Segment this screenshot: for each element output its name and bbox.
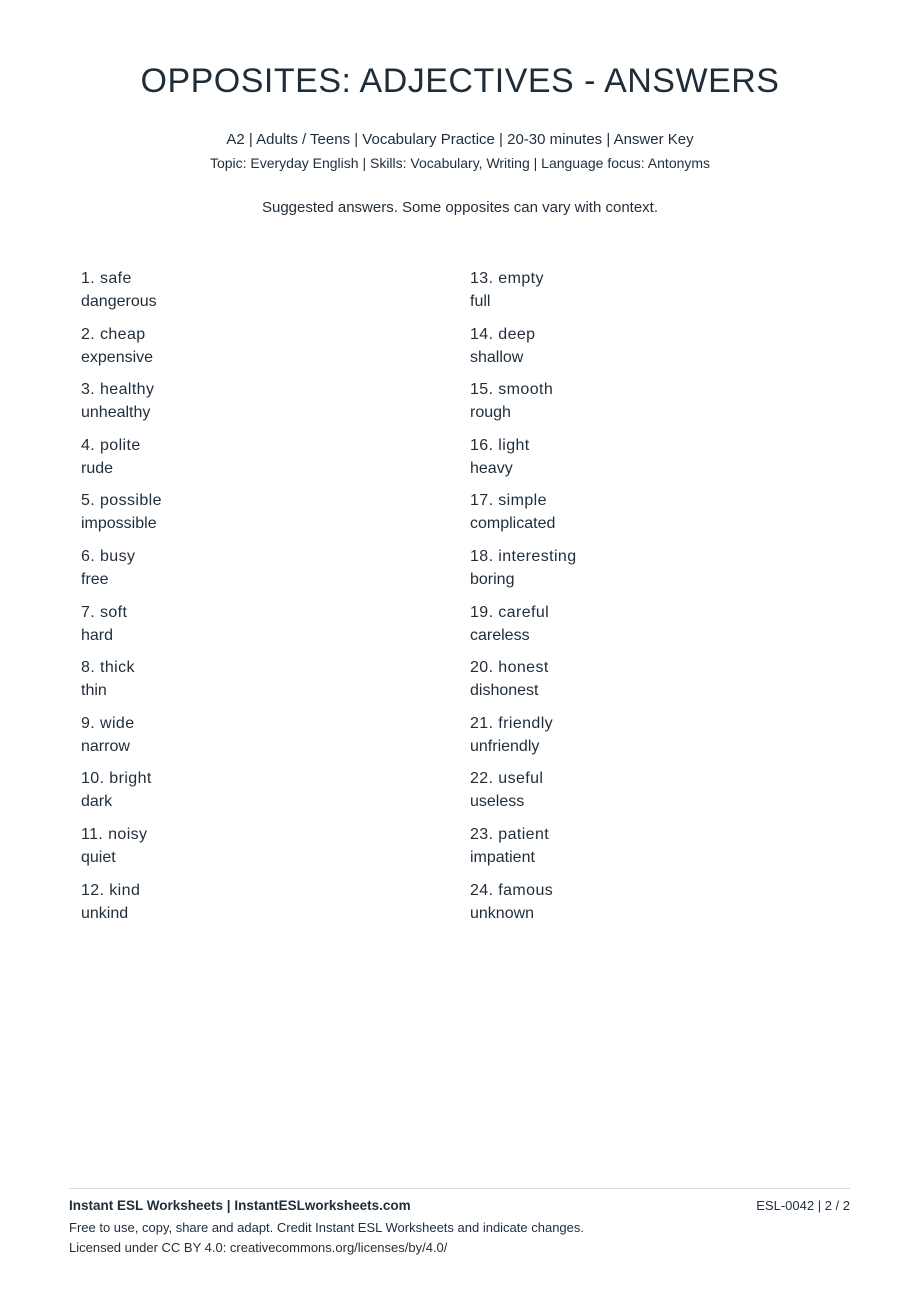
item-answer: unknown xyxy=(470,904,535,922)
answer-item xyxy=(81,379,441,435)
item-prompt: 16. light xyxy=(470,436,530,454)
answer-item xyxy=(81,713,441,769)
item-prompt: 1. safe xyxy=(81,270,132,287)
item-prompt: 23. patient xyxy=(470,825,550,843)
meta-line-level: A2 | Adults / Teens | Vocabulary Practice | 20-30 minutes | Answer Key xyxy=(226,131,694,148)
answer-item xyxy=(81,324,441,380)
item-answer: careless xyxy=(470,626,530,644)
item-answer: quiet xyxy=(81,848,116,866)
item-prompt: 7. soft xyxy=(81,603,128,621)
item-answer: impossible xyxy=(81,515,157,533)
item-answer: thin xyxy=(81,682,107,700)
answer-column-right xyxy=(470,268,830,935)
item-answer: heavy xyxy=(470,459,513,477)
item-prompt: 14. deep xyxy=(470,325,536,343)
answer-item xyxy=(470,435,830,491)
item-prompt: 3. healthy xyxy=(81,381,155,399)
item-answer: useless xyxy=(470,793,525,811)
answer-item xyxy=(470,546,830,602)
answer-column-left xyxy=(81,268,441,935)
item-answer: shallow xyxy=(470,348,524,366)
footer-license-usage: Free to use, copy, share and adapt. Credit Instant ESL Worksheets and indicate changes. xyxy=(69,1220,585,1235)
answer-item xyxy=(81,268,441,324)
item-answer: rough xyxy=(470,404,511,422)
item-answer: complicated xyxy=(470,515,556,533)
footer-brand: Instant ESL Worksheets | InstantESLworksheets.com xyxy=(69,1198,411,1213)
item-prompt: 2. cheap xyxy=(81,325,146,343)
item-prompt: 22. useful xyxy=(470,770,544,788)
item-answer: unhealthy xyxy=(81,404,151,422)
answer-item xyxy=(81,546,441,602)
item-answer: expensive xyxy=(81,348,154,366)
item-answer: boring xyxy=(470,570,515,588)
answer-item xyxy=(470,768,830,824)
item-answer: full xyxy=(470,293,491,310)
footer-page-code: ESL-0042 | 2 / 2 xyxy=(756,1198,850,1213)
answer-item xyxy=(470,490,830,546)
item-answer: dishonest xyxy=(470,682,539,700)
answer-item xyxy=(81,657,441,713)
footer-divider xyxy=(69,1188,850,1189)
item-answer: hard xyxy=(81,626,114,644)
item-prompt: 17. simple xyxy=(470,492,547,510)
answer-item xyxy=(81,490,441,546)
answer-item xyxy=(470,880,830,936)
item-prompt: 18. interesting xyxy=(470,547,577,565)
item-prompt: 24. famous xyxy=(470,881,554,899)
item-prompt: 5. possible xyxy=(81,492,162,510)
answer-item xyxy=(81,824,441,880)
item-prompt: 12. kind xyxy=(81,881,141,899)
item-answer: narrow xyxy=(81,737,130,755)
item-answer: unfriendly xyxy=(470,737,540,755)
item-answer: unkind xyxy=(81,904,129,922)
item-prompt: 13. empty xyxy=(470,270,544,287)
answer-item xyxy=(470,713,830,769)
answer-item xyxy=(81,435,441,491)
answer-item xyxy=(470,324,830,380)
item-prompt: 6. busy xyxy=(81,547,136,565)
meta-line-topic: Topic: Everyday English | Skills: Vocabulary, Writing | Language focus: Antonyms xyxy=(209,155,711,171)
item-prompt: 19. careful xyxy=(470,603,550,621)
instructions: Suggested answers. Some opposites can vary with context. xyxy=(261,199,659,216)
answer-item xyxy=(470,268,830,324)
item-answer: impatient xyxy=(470,848,535,866)
answer-item xyxy=(81,768,441,824)
item-prompt: 21. friendly xyxy=(470,714,554,732)
item-answer: rude xyxy=(81,459,114,477)
answer-item xyxy=(470,602,830,658)
answer-item xyxy=(470,824,830,880)
page-title: OPPOSITES: ADJECTIVES - ANSWERS xyxy=(140,62,780,100)
answer-item xyxy=(470,657,830,713)
footer-license-cc: Licensed under CC BY 4.0: creativecommons.org/licenses/by/4.0/ xyxy=(69,1240,448,1255)
item-answer: dark xyxy=(81,793,113,811)
item-prompt: 8. thick xyxy=(81,659,135,677)
item-prompt: 15. smooth xyxy=(470,381,554,399)
answer-item xyxy=(81,880,441,936)
item-prompt: 11. noisy xyxy=(81,825,148,843)
item-prompt: 9. wide xyxy=(81,714,135,732)
item-prompt: 20. honest xyxy=(470,659,549,677)
item-prompt: 10. bright xyxy=(81,770,152,788)
item-answer: dangerous xyxy=(81,293,157,310)
answer-item xyxy=(470,379,830,435)
item-prompt: 4. polite xyxy=(81,436,141,454)
answer-item xyxy=(81,602,441,658)
item-answer: free xyxy=(81,570,109,588)
